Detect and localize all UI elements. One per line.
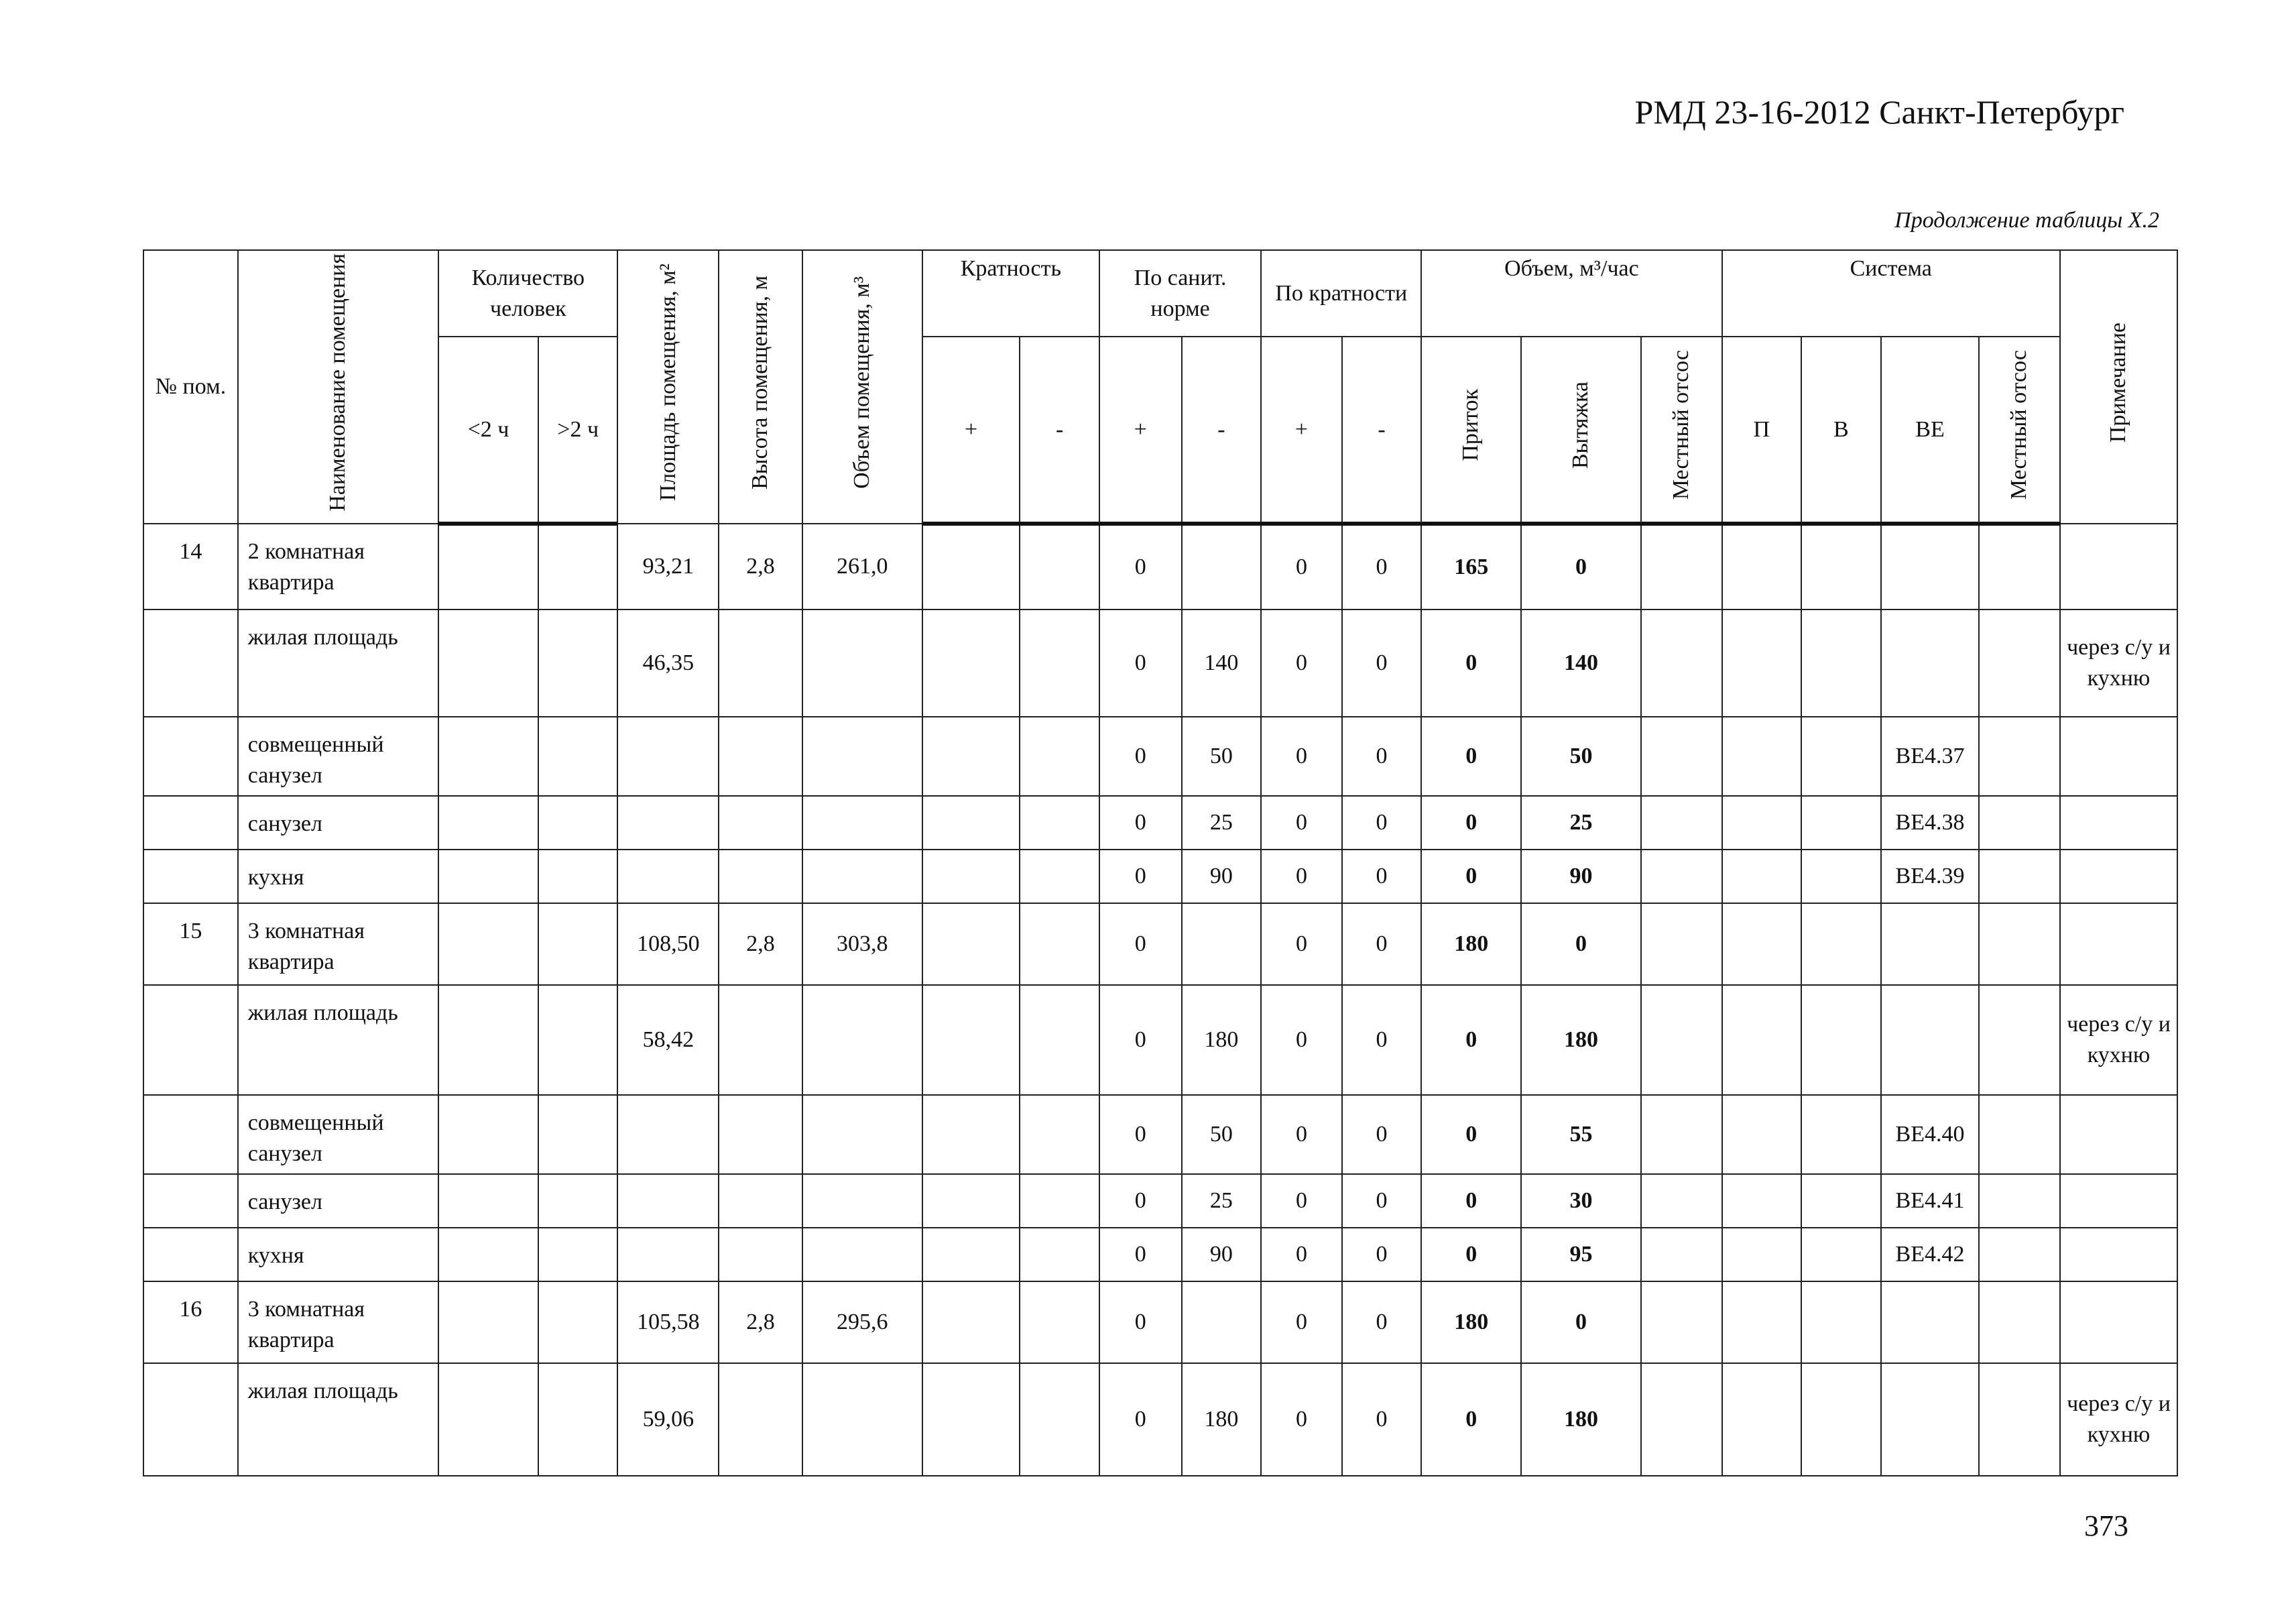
cell-kr-plus [922,1174,1020,1228]
cell-area: 108,50 [617,903,719,985]
cell-san-plus: 0 [1099,1363,1182,1476]
cell-ve: ВЕ4.40 [1881,1095,1980,1174]
cell-height [719,1228,802,1281]
cell-kr-plus [922,1228,1020,1281]
cell-ve: ВЕ4.38 [1881,796,1980,850]
cell-note [2060,1174,2177,1228]
cell-local2 [1979,524,2060,610]
cell-note [2060,850,2177,903]
cell-name: жилая площадь [238,985,438,1095]
cell-height [719,1174,802,1228]
cell-gt2 [538,524,618,610]
cell-v [1801,524,1881,610]
header-p: П [1722,337,1802,523]
cell-num [143,850,238,903]
cell-height [719,850,802,903]
cell-volume [802,717,922,796]
cell-san-minus: 25 [1182,1174,1262,1228]
cell-lt2 [438,610,538,717]
header-airvol: Объем, м³/час [1421,250,1721,337]
table-row [143,1174,2177,1228]
cell-p [1722,524,1802,610]
cell-ve: ВЕ4.39 [1881,850,1980,903]
table-row [143,985,2177,1095]
cell-v [1801,717,1881,796]
cell-name: санузел [238,796,438,850]
cell-san-minus [1182,524,1262,610]
cell-exhaust: 180 [1521,985,1641,1095]
cell-v [1801,850,1881,903]
cell-note: через с/у и кухню [2060,1363,2177,1476]
cell-inflow: 180 [1421,1281,1521,1363]
cell-mult-plus: 0 [1261,1228,1342,1281]
cell-local2 [1979,1281,2060,1363]
cell-exhaust: 0 [1521,524,1641,610]
cell-local [1641,717,1722,796]
cell-mult-minus: 0 [1342,1363,1422,1476]
cell-local [1641,1174,1722,1228]
cell-num [143,985,238,1095]
cell-san-plus: 0 [1099,796,1182,850]
cell-gt2 [538,717,618,796]
cell-lt2 [438,796,538,850]
cell-lt2 [438,717,538,796]
cell-p [1722,903,1802,985]
cell-mult-plus: 0 [1261,524,1342,610]
cell-local [1641,850,1722,903]
cell-v [1801,903,1881,985]
table-row [143,903,2177,985]
ventilation-table [143,249,2178,1476]
cell-height [719,985,802,1095]
cell-exhaust: 25 [1521,796,1641,850]
cell-inflow: 0 [1421,1228,1521,1281]
cell-inflow: 0 [1421,610,1521,717]
cell-exhaust: 0 [1521,903,1641,985]
cell-kr-minus [1020,524,1099,610]
cell-volume: 261,0 [802,524,922,610]
cell-san-plus: 0 [1099,1281,1182,1363]
cell-mult-plus: 0 [1261,903,1342,985]
header-system: Система [1722,250,2061,337]
cell-san-plus: 0 [1099,1228,1182,1281]
cell-inflow: 0 [1421,717,1521,796]
cell-area [617,1174,719,1228]
header-local2: Местный отсос [1979,337,2060,523]
cell-local2 [1979,985,2060,1095]
cell-san-minus: 140 [1182,610,1262,717]
cell-kr-minus [1020,985,1099,1095]
cell-san-plus: 0 [1099,1174,1182,1228]
header-sanit: По санит. норме [1099,250,1261,337]
cell-local [1641,524,1722,610]
cell-gt2 [538,903,618,985]
cell-p [1722,1095,1802,1174]
cell-p [1722,1363,1802,1476]
cell-mult-plus: 0 [1261,985,1342,1095]
table-row [143,1228,2177,1281]
cell-mult-minus: 0 [1342,610,1422,717]
header-name: Наименование помещения [238,250,438,524]
cell-san-plus: 0 [1099,717,1182,796]
cell-ve: ВЕ4.37 [1881,717,1980,796]
cell-name: жилая площадь [238,610,438,717]
cell-v [1801,1228,1881,1281]
cell-note [2060,1281,2177,1363]
header-multiplicity: Кратность [922,250,1099,337]
cell-inflow: 0 [1421,985,1521,1095]
cell-area: 105,58 [617,1281,719,1363]
cell-volume: 303,8 [802,903,922,985]
header-height: Высота помещения, м [719,250,802,524]
cell-area [617,1095,719,1174]
cell-gt2 [538,850,618,903]
cell-volume [802,1363,922,1476]
cell-lt2 [438,903,538,985]
cell-mult-minus: 0 [1342,524,1422,610]
cell-local2 [1979,1174,2060,1228]
cell-note [2060,903,2177,985]
header-note: Примечание [2060,250,2177,524]
cell-gt2 [538,1174,618,1228]
cell-inflow: 0 [1421,1095,1521,1174]
cell-local2 [1979,1228,2060,1281]
cell-area: 46,35 [617,610,719,717]
cell-note: через с/у и кухню [2060,985,2177,1095]
cell-area [617,1228,719,1281]
cell-kr-minus [1020,1228,1099,1281]
table-row [143,1281,2177,1363]
cell-name: кухня [238,1228,438,1281]
cell-local [1641,1095,1722,1174]
cell-num: 15 [143,903,238,985]
cell-height [719,1095,802,1174]
cell-kr-plus [922,717,1020,796]
cell-lt2 [438,1228,538,1281]
table-continuation-label: Продолжение таблицы Х.2 [1894,208,2159,233]
document-title: РМД 23-16-2012 Санкт-Петербург [1634,93,2124,131]
cell-san-plus: 0 [1099,524,1182,610]
cell-kr-minus [1020,1281,1099,1363]
cell-san-plus: 0 [1099,1095,1182,1174]
cell-gt2 [538,610,618,717]
cell-exhaust: 30 [1521,1174,1641,1228]
cell-san-plus: 0 [1099,985,1182,1095]
cell-num [143,796,238,850]
cell-num [143,1228,238,1281]
cell-note [2060,796,2177,850]
cell-volume [802,985,922,1095]
table-row [143,1363,2177,1476]
cell-gt2 [538,1363,618,1476]
cell-exhaust: 50 [1521,717,1641,796]
cell-num: 14 [143,524,238,610]
cell-p [1722,1281,1802,1363]
header-sanit-minus: - [1182,337,1262,523]
cell-mult-plus: 0 [1261,1174,1342,1228]
cell-mult-plus: 0 [1261,610,1342,717]
cell-lt2 [438,850,538,903]
cell-local2 [1979,1363,2060,1476]
cell-mult-plus: 0 [1261,1095,1342,1174]
cell-kr-minus [1020,1174,1099,1228]
cell-san-plus: 0 [1099,903,1182,985]
cell-kr-minus [1020,1095,1099,1174]
cell-kr-plus [922,1095,1020,1174]
cell-height [719,717,802,796]
cell-volume [802,610,922,717]
cell-ve [1881,985,1980,1095]
cell-ve [1881,610,1980,717]
cell-inflow: 0 [1421,1363,1521,1476]
cell-volume [802,796,922,850]
header-area: Площадь помещения, м² [617,250,719,524]
cell-mult-plus: 0 [1261,717,1342,796]
cell-num [143,1174,238,1228]
cell-mult-minus: 0 [1342,717,1422,796]
cell-v [1801,1363,1881,1476]
cell-kr-plus [922,796,1020,850]
cell-ve [1881,1281,1980,1363]
cell-p [1722,850,1802,903]
cell-kr-plus [922,985,1020,1095]
header-bymult-minus: - [1342,337,1422,523]
cell-note [2060,1228,2177,1281]
cell-san-minus: 180 [1182,985,1262,1095]
cell-mult-minus: 0 [1342,985,1422,1095]
header-local: Местный отсос [1641,337,1722,523]
cell-san-minus: 90 [1182,1228,1262,1281]
cell-local [1641,903,1722,985]
cell-lt2 [438,1174,538,1228]
cell-san-minus: 50 [1182,717,1262,796]
cell-inflow: 0 [1421,850,1521,903]
cell-area [617,850,719,903]
table-row [143,524,2177,610]
cell-height [719,796,802,850]
cell-exhaust: 95 [1521,1228,1641,1281]
cell-exhaust: 90 [1521,850,1641,903]
cell-kr-plus [922,524,1020,610]
cell-mult-plus: 0 [1261,796,1342,850]
cell-ve [1881,524,1980,610]
cell-inflow: 0 [1421,796,1521,850]
cell-exhaust: 140 [1521,610,1641,717]
cell-area: 59,06 [617,1363,719,1476]
cell-mult-plus: 0 [1261,1363,1342,1476]
cell-san-minus [1182,903,1262,985]
header-ve: ВЕ [1881,337,1980,523]
table-row [143,1095,2177,1174]
cell-exhaust: 0 [1521,1281,1641,1363]
cell-kr-plus [922,610,1020,717]
cell-local [1641,1228,1722,1281]
cell-note [2060,1095,2177,1174]
cell-height [719,610,802,717]
cell-note [2060,524,2177,610]
cell-volume [802,1228,922,1281]
cell-name: кухня [238,850,438,903]
cell-v [1801,796,1881,850]
cell-san-minus: 25 [1182,796,1262,850]
header-lt2: <2 ч [438,337,538,523]
cell-kr-minus [1020,850,1099,903]
cell-mult-minus: 0 [1342,1174,1422,1228]
cell-volume [802,1174,922,1228]
header-mult-minus: - [1020,337,1099,523]
header-v: В [1801,337,1881,523]
cell-p [1722,1228,1802,1281]
cell-num: 16 [143,1281,238,1363]
cell-mult-plus: 0 [1261,1281,1342,1363]
cell-gt2 [538,1095,618,1174]
cell-local2 [1979,610,2060,717]
cell-name: 3 комнатная квартира [238,1281,438,1363]
cell-height: 2,8 [719,903,802,985]
cell-name: 2 комнатная квартира [238,524,438,610]
cell-san-minus: 50 [1182,1095,1262,1174]
cell-san-plus: 0 [1099,610,1182,717]
header-exhaust: Вытяжка [1521,337,1641,523]
cell-name: 3 комнатная квартира [238,903,438,985]
cell-kr-minus [1020,903,1099,985]
cell-kr-minus [1020,1363,1099,1476]
cell-local [1641,985,1722,1095]
cell-ve [1881,903,1980,985]
cell-lt2 [438,985,538,1095]
cell-name: совмещенный санузел [238,717,438,796]
cell-local2 [1979,717,2060,796]
cell-lt2 [438,1095,538,1174]
cell-kr-plus [922,1363,1020,1476]
cell-san-minus: 90 [1182,850,1262,903]
cell-note [2060,717,2177,796]
cell-p [1722,610,1802,717]
cell-area: 93,21 [617,524,719,610]
cell-local [1641,1281,1722,1363]
cell-gt2 [538,1228,618,1281]
cell-local [1641,610,1722,717]
cell-volume [802,850,922,903]
cell-exhaust: 180 [1521,1363,1641,1476]
cell-note: через с/у и кухню [2060,610,2177,717]
cell-num [143,1095,238,1174]
cell-kr-minus [1020,717,1099,796]
cell-mult-minus: 0 [1342,850,1422,903]
cell-mult-minus: 0 [1342,796,1422,850]
cell-p [1722,1174,1802,1228]
cell-num [143,717,238,796]
cell-p [1722,985,1802,1095]
cell-area: 58,42 [617,985,719,1095]
cell-inflow: 0 [1421,1174,1521,1228]
cell-v [1801,1174,1881,1228]
cell-inflow: 180 [1421,903,1521,985]
cell-num [143,610,238,717]
cell-ve: ВЕ4.42 [1881,1228,1980,1281]
cell-local2 [1979,903,2060,985]
cell-san-plus: 0 [1099,850,1182,903]
cell-name: жилая площадь [238,1363,438,1476]
cell-gt2 [538,985,618,1095]
page-number: 373 [2084,1509,2128,1542]
cell-local2 [1979,796,2060,850]
cell-lt2 [438,524,538,610]
cell-height [719,1363,802,1476]
table-row [143,717,2177,796]
cell-ve: ВЕ4.41 [1881,1174,1980,1228]
cell-kr-minus [1020,796,1099,850]
header-sanit-plus: + [1099,337,1182,523]
cell-area [617,717,719,796]
cell-volume [802,1095,922,1174]
cell-san-minus [1182,1281,1262,1363]
cell-kr-plus [922,1281,1020,1363]
cell-v [1801,1095,1881,1174]
cell-local2 [1979,1095,2060,1174]
header-gt2: >2 ч [538,337,618,523]
cell-name: санузел [238,1174,438,1228]
cell-inflow: 165 [1421,524,1521,610]
header-bymult: По кратности [1261,250,1421,337]
cell-mult-plus: 0 [1261,850,1342,903]
cell-lt2 [438,1363,538,1476]
cell-kr-plus [922,903,1020,985]
cell-area [617,796,719,850]
header-mult-plus: + [922,337,1020,523]
header-num: № пом. [143,250,238,524]
cell-mult-minus: 0 [1342,1095,1422,1174]
cell-mult-minus: 0 [1342,1281,1422,1363]
table-row [143,850,2177,903]
cell-v [1801,1281,1881,1363]
cell-mult-minus: 0 [1342,1228,1422,1281]
cell-mult-minus: 0 [1342,903,1422,985]
cell-v [1801,610,1881,717]
cell-num [143,1363,238,1476]
cell-p [1722,717,1802,796]
cell-height: 2,8 [719,1281,802,1363]
table-row [143,610,2177,717]
cell-local2 [1979,850,2060,903]
cell-local [1641,796,1722,850]
header-people: Количество человек [438,250,617,337]
cell-height: 2,8 [719,524,802,610]
header-bymult-plus: + [1261,337,1342,523]
header-inflow: Приток [1421,337,1521,523]
cell-gt2 [538,796,618,850]
cell-kr-plus [922,850,1020,903]
cell-ve [1881,1363,1980,1476]
cell-san-minus: 180 [1182,1363,1262,1476]
cell-v [1801,985,1881,1095]
cell-gt2 [538,1281,618,1363]
cell-p [1722,796,1802,850]
cell-local [1641,1363,1722,1476]
cell-volume: 295,6 [802,1281,922,1363]
cell-lt2 [438,1281,538,1363]
table-row [143,796,2177,850]
cell-exhaust: 55 [1521,1095,1641,1174]
cell-name: совмещенный санузел [238,1095,438,1174]
cell-kr-minus [1020,610,1099,717]
header-volume: Объем помещения, м³ [802,250,922,524]
